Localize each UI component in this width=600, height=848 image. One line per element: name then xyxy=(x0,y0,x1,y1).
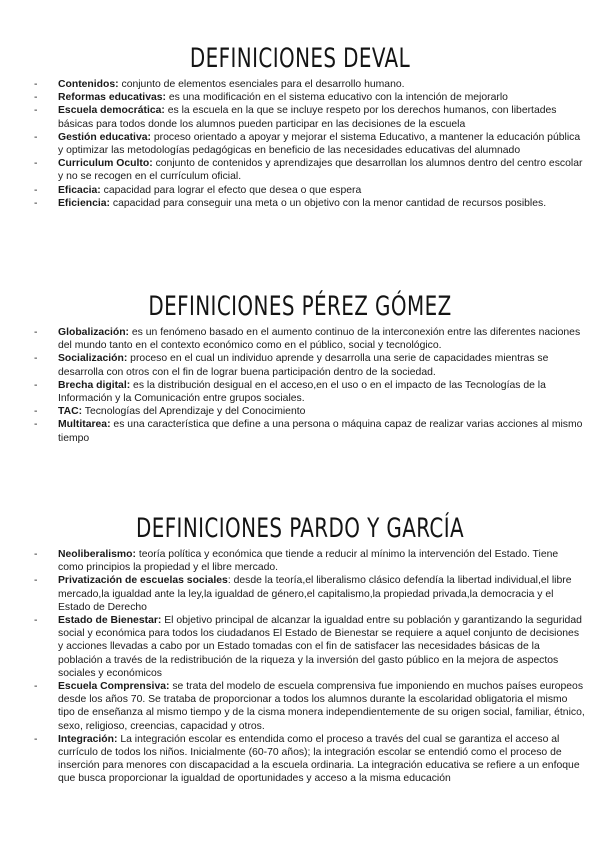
list-item xyxy=(46,184,586,197)
definition-text: es un fenómeno basado en el aumento continuo de la interconexión entre las diferentes naciones del mundo tanto en el contexto económico como en el público, social y tecnológico. xyxy=(58,327,581,352)
list-item xyxy=(46,91,586,104)
definition-text: proceso en el cual un individuo aprende y desarrolla una serie de capacidades mientras se desarrolla con otros con el fin de lograr buena participación dentro de la sociedad. xyxy=(58,353,549,378)
list-item xyxy=(46,326,586,352)
list-item xyxy=(46,733,586,786)
definition-term: Eficiencia: xyxy=(58,197,110,209)
definition-list xyxy=(0,326,600,445)
definition-term: Gestión educativa: xyxy=(58,131,151,143)
list-item xyxy=(46,78,586,91)
list-item xyxy=(46,352,586,378)
definition-term: Privatización de escuelas sociales xyxy=(58,575,228,587)
list-item xyxy=(46,680,586,733)
list-item xyxy=(46,379,586,405)
definition-text: conjunto de contenidos y aprendizajes que desarrollan los alumnos dentro del centro escolar y no se recogen en el currículum oficial. xyxy=(58,158,583,183)
definition-text: Tecnologías del Aprendizaje y del Conocimiento xyxy=(82,406,306,418)
definition-term: Reformas educativas: xyxy=(58,92,166,104)
definition-text: teoría política y económica que tiende a reducir al mínimo la intervención del Estado. Tiene como principios la propiedad y el libre mercado. xyxy=(58,549,559,574)
definition-term: Curriculum Oculto: xyxy=(58,158,153,170)
list-item xyxy=(46,548,586,574)
list-item xyxy=(46,418,586,444)
definition-term: Escuela Comprensiva: xyxy=(58,681,170,693)
list-item xyxy=(46,131,586,157)
section-perez-gomez xyxy=(0,288,600,445)
definition-text: : desde la teoría,el liberalismo clásico defendía la libertad individual,el libre mercado,la igualdad ante la ley,la igualdad de género,el capitalismo,la propiedad privada,la democracia y el Estado de Derecho xyxy=(58,575,572,613)
definition-text: es una característica que define a una persona o máquina capaz de realizar varias acciones al mismo tiempo xyxy=(58,419,583,444)
definition-list xyxy=(0,548,600,786)
definition-text: La integración escolar es entendida como el proceso a través del cual se garantiza el acceso al currículo de todos los niños. Inicialmente (60-70 años); la integración escolar se entendió como el proceso de inserción para menores con discapacidad a la escuela ordinaria. La integración educativa se refiere a un enfoque que busca proporcionar la igualdad de oportunidades y acceso a la misma educación xyxy=(58,733,580,785)
definition-term: Estado de Bienestar: xyxy=(58,615,162,627)
definition-term: Globalización: xyxy=(58,327,130,338)
definition-term: Brecha digital: xyxy=(58,379,131,391)
definition-term: Socialización: xyxy=(58,353,128,365)
definition-text: es la escuela en la que se incluye respeto por los derechos humanos, con libertades básicas para todos donde los alumnos pueden participar en las decisiones de la escuela xyxy=(58,105,557,130)
list-item xyxy=(46,614,586,680)
list-item xyxy=(46,405,586,418)
definition-text: es la distribución desigual en el acceso,en el uso o en el impacto de las Tecnologías de la Información y la Comunicación entre grupos sociales. xyxy=(58,379,546,405)
definition-text: se trata del modelo de escuela comprensiva fue imponiendo en muchos países europeos desde los años 70. Se trataba de proporcionar a todos los alumnos durante la escolaridad obligatoria el mismo tipo de enseñanza al mismo tiempo y de la cisma monera independientemente de su origen social, familiar, étnico, sexo, religioso, creencias, capacidad y otros. xyxy=(58,681,585,732)
definition-list xyxy=(0,78,600,210)
definition-text: capacidad para conseguir una meta o un objetivo con la menor cantidad de recursos posibles. xyxy=(109,197,547,209)
definition-term: TAC: xyxy=(58,406,83,418)
definition-text: es una modificación en el sistema educativo con la intención de mejorarlo xyxy=(166,92,508,104)
definition-text: proceso orientado a apoyar y mejorar el sistema Educativo, a mantener la educación pública y optimizar las metodologías pedagógicas en beneficio de las necesidades educativas del alumnado xyxy=(58,131,581,157)
section-pardo-garcia xyxy=(0,510,600,786)
definition-term: Eficacia: xyxy=(58,184,101,196)
section-heading: DEFINICIONES PÉREZ GÓMEZ xyxy=(148,291,452,322)
definition-term: Neoliberalismo: xyxy=(58,549,136,560)
section-heading: DEFINICIONES DEVAL xyxy=(189,43,411,74)
definition-term: Multitarea: xyxy=(58,419,111,431)
section-deval xyxy=(0,40,600,210)
definition-term: Escuela democrática: xyxy=(58,105,165,117)
list-item xyxy=(46,157,586,183)
list-item xyxy=(46,574,586,614)
list-item xyxy=(46,104,586,130)
definition-text: conjunto de elementos esenciales para el desarrollo humano. xyxy=(118,79,405,90)
definition-term: Contenidos: xyxy=(58,79,119,90)
list-item xyxy=(46,197,586,210)
definition-text: capacidad para lograr el efecto que desea o que espera xyxy=(100,184,362,196)
definition-term: Integración: xyxy=(58,733,118,745)
section-heading: DEFINICIONES PARDO Y GARCÍA xyxy=(135,513,465,544)
definition-text: El objetivo principal de alcanzar la igualdad entre su población y garantizando la seguridad social y económica para todos los ciudadanos El Estado de Bienestar se requiere a aquel conjunto de decisiones y acciones llevadas a cabo por un Estado tomadas con el fin de satisfacer las necesidades básicas de la población a través de la redistribución de la riqueza y la inversión del gasto público en la mejora de aspectos sociales y económicos xyxy=(58,615,582,679)
